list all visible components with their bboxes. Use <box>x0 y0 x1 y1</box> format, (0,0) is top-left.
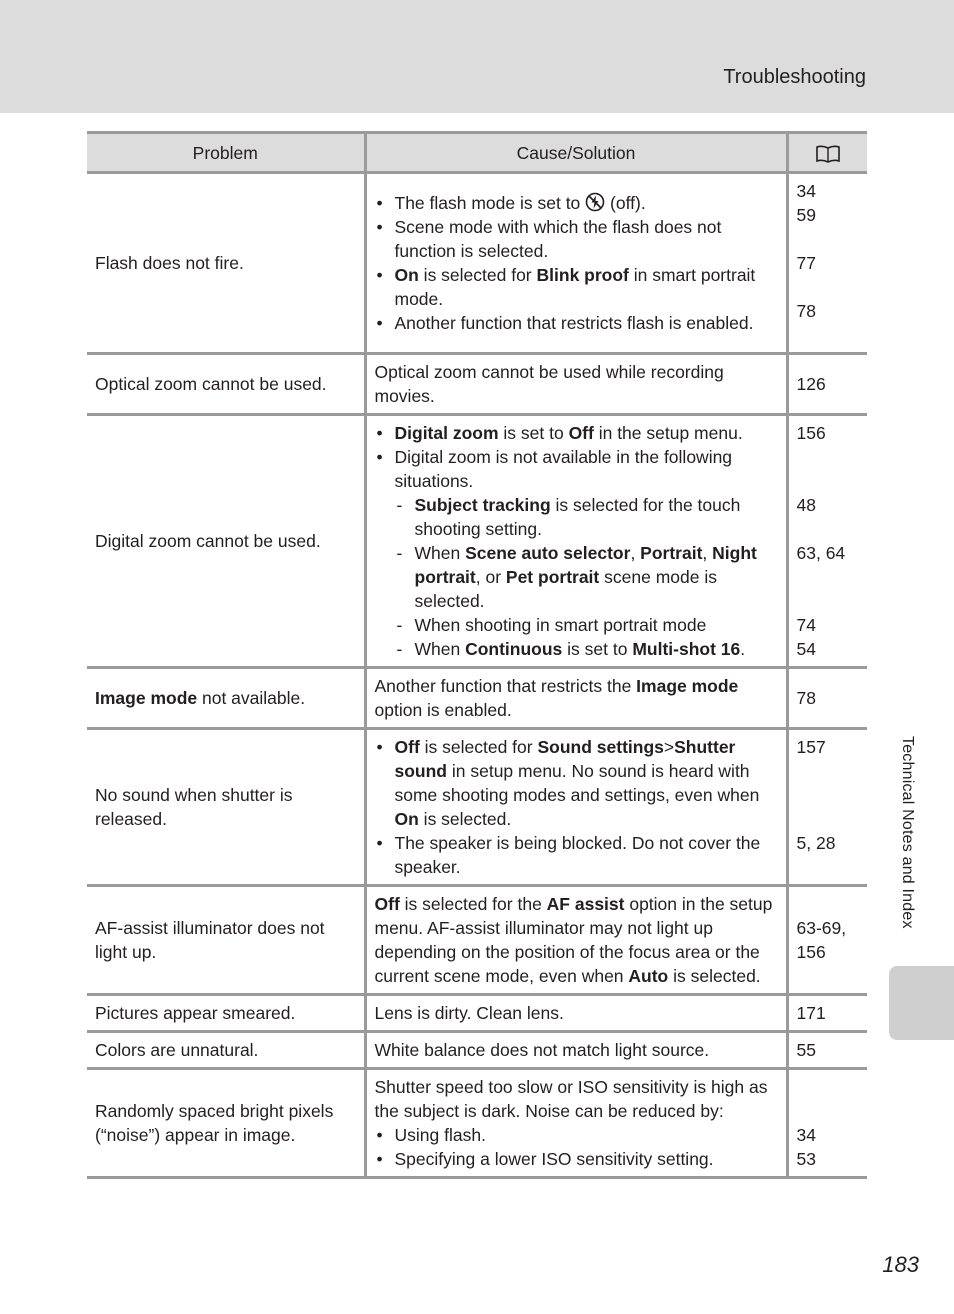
solution-cell <box>365 173 787 354</box>
list-item: • The flash mode is set to (off). <box>375 191 778 215</box>
solution-cell: Off is selected for the AF assist option in the setup menu. AF-assist illuminator may not light up depending on the position of the focus area or the current scene mode, even when Auto is selected. <box>365 886 787 995</box>
reference-cell: 171 <box>787 995 867 1032</box>
table-row <box>87 354 867 415</box>
problem-cell: Flash does not fire. <box>87 173 365 354</box>
solution-intro: Shutter speed too slow or ISO sensitivity is high as the subject is dark. Noise can be reduced by: <box>374 1077 768 1121</box>
table-row <box>87 668 867 729</box>
table-row <box>87 729 867 886</box>
page-ref: 34 <box>796 181 816 201</box>
list-item: • On is selected for Blink proof in smart portrait mode. <box>375 263 778 311</box>
page-number: 183 <box>882 1252 919 1277</box>
page-ref: 53 <box>796 1149 816 1169</box>
table-row <box>87 1069 867 1178</box>
page-ref: 63-69, <box>796 918 847 938</box>
table-header-row <box>87 133 867 173</box>
list-item: • Off is selected for Sound settings>Shutter sound in setup menu. No sound is heard with some shooting modes and settings, even when On is selected. <box>375 735 778 831</box>
table-row <box>87 1032 867 1069</box>
list-item: • Scene mode with which the flash does not function is selected. <box>375 215 778 263</box>
page-ref: 156 <box>796 942 826 962</box>
reference-cell <box>787 415 867 668</box>
page-ref: 54 <box>796 639 816 659</box>
sub-list-item: - Subject tracking is selected for the touch shooting setting. <box>395 493 778 541</box>
problem-cell: Pictures appear smeared. <box>87 995 365 1032</box>
flash-off-icon <box>585 192 605 212</box>
column-header-problem: Problem <box>87 133 365 173</box>
reference-cell: 78 <box>787 668 867 729</box>
page-ref: 74 <box>796 615 816 635</box>
page-ref: 48 <box>796 495 816 515</box>
table-row <box>87 995 867 1032</box>
table-row <box>87 886 867 995</box>
sub-list-item: - When Scene auto selector, Portrait, Night portrait, or Pet portrait scene mode is selected. <box>395 541 778 613</box>
page-ref: 5, 28 <box>796 833 836 853</box>
page-ref: 156 <box>796 423 826 443</box>
reference-cell: 55 <box>787 1032 867 1069</box>
reference-cell <box>787 886 867 995</box>
troubleshooting-table <box>87 131 867 1179</box>
sub-list-item: - When Continuous is set to Multi-shot 16. <box>395 637 778 661</box>
problem-cell: Colors are unnatural. <box>87 1032 365 1069</box>
page-ref: 78 <box>796 301 816 321</box>
solution-cell: White balance does not match light source. <box>365 1032 787 1069</box>
reference-cell <box>787 173 867 354</box>
solution-cell <box>365 729 787 886</box>
solution-cell <box>365 415 787 668</box>
solution-cell: Optical zoom cannot be used while recording movies. <box>365 354 787 415</box>
problem-cell: Optical zoom cannot be used. <box>87 354 365 415</box>
table-row <box>87 173 867 354</box>
section-title: Troubleshooting <box>723 66 866 88</box>
list-item: • The speaker is being blocked. Do not cover the speaker. <box>375 831 778 879</box>
page-ref: 34 <box>796 1125 816 1145</box>
header-band <box>0 0 954 113</box>
reference-cell: 126 <box>787 354 867 415</box>
list-item: • Another function that restricts flash is enabled. <box>375 311 778 335</box>
problem-cell: No sound when shutter is released. <box>87 729 365 886</box>
page-ref: 157 <box>796 737 826 757</box>
page-ref: 59 <box>796 205 816 225</box>
solution-cell: Lens is dirty. Clean lens. <box>365 995 787 1032</box>
solution-cell: Another function that restricts the Image mode option is enabled. <box>365 668 787 729</box>
sub-list-item: - When shooting in smart portrait mode <box>395 613 778 637</box>
problem-cell: Randomly spaced bright pixels (“noise”) appear in image. <box>87 1069 365 1178</box>
table-row <box>87 415 867 668</box>
problem-cell: AF-assist illuminator does not light up. <box>87 886 365 995</box>
reference-cell <box>787 729 867 886</box>
problem-cell: Digital zoom cannot be used. <box>87 415 365 668</box>
problem-cell: Image mode not available. <box>87 668 365 729</box>
list-item: • Digital zoom is not available in the following situations. - Subject tracking is selected for the touch shooting setting. - When Scene auto selector, Portrait, Night portrait, or Pet portrait scene mode is selected. - When shooting in smart portrait mode - When Continuous is set to Multi-shot 16. <box>375 445 778 661</box>
solution-cell <box>365 1069 787 1178</box>
reference-cell <box>787 1069 867 1178</box>
column-header-solution: Cause/Solution <box>365 133 787 173</box>
list-item: • Digital zoom is set to Off in the setup menu. <box>375 421 778 445</box>
list-item: • Specifying a lower ISO sensitivity setting. <box>375 1147 778 1171</box>
column-header-reference <box>787 133 867 173</box>
page-ref: 63, 64 <box>796 543 846 563</box>
page-ref: 77 <box>796 253 816 273</box>
book-icon <box>815 145 841 163</box>
list-item: • Using flash. <box>375 1123 778 1147</box>
side-section-label: Technical Notes and Index <box>899 736 916 929</box>
side-thumb-tab <box>889 966 954 1040</box>
